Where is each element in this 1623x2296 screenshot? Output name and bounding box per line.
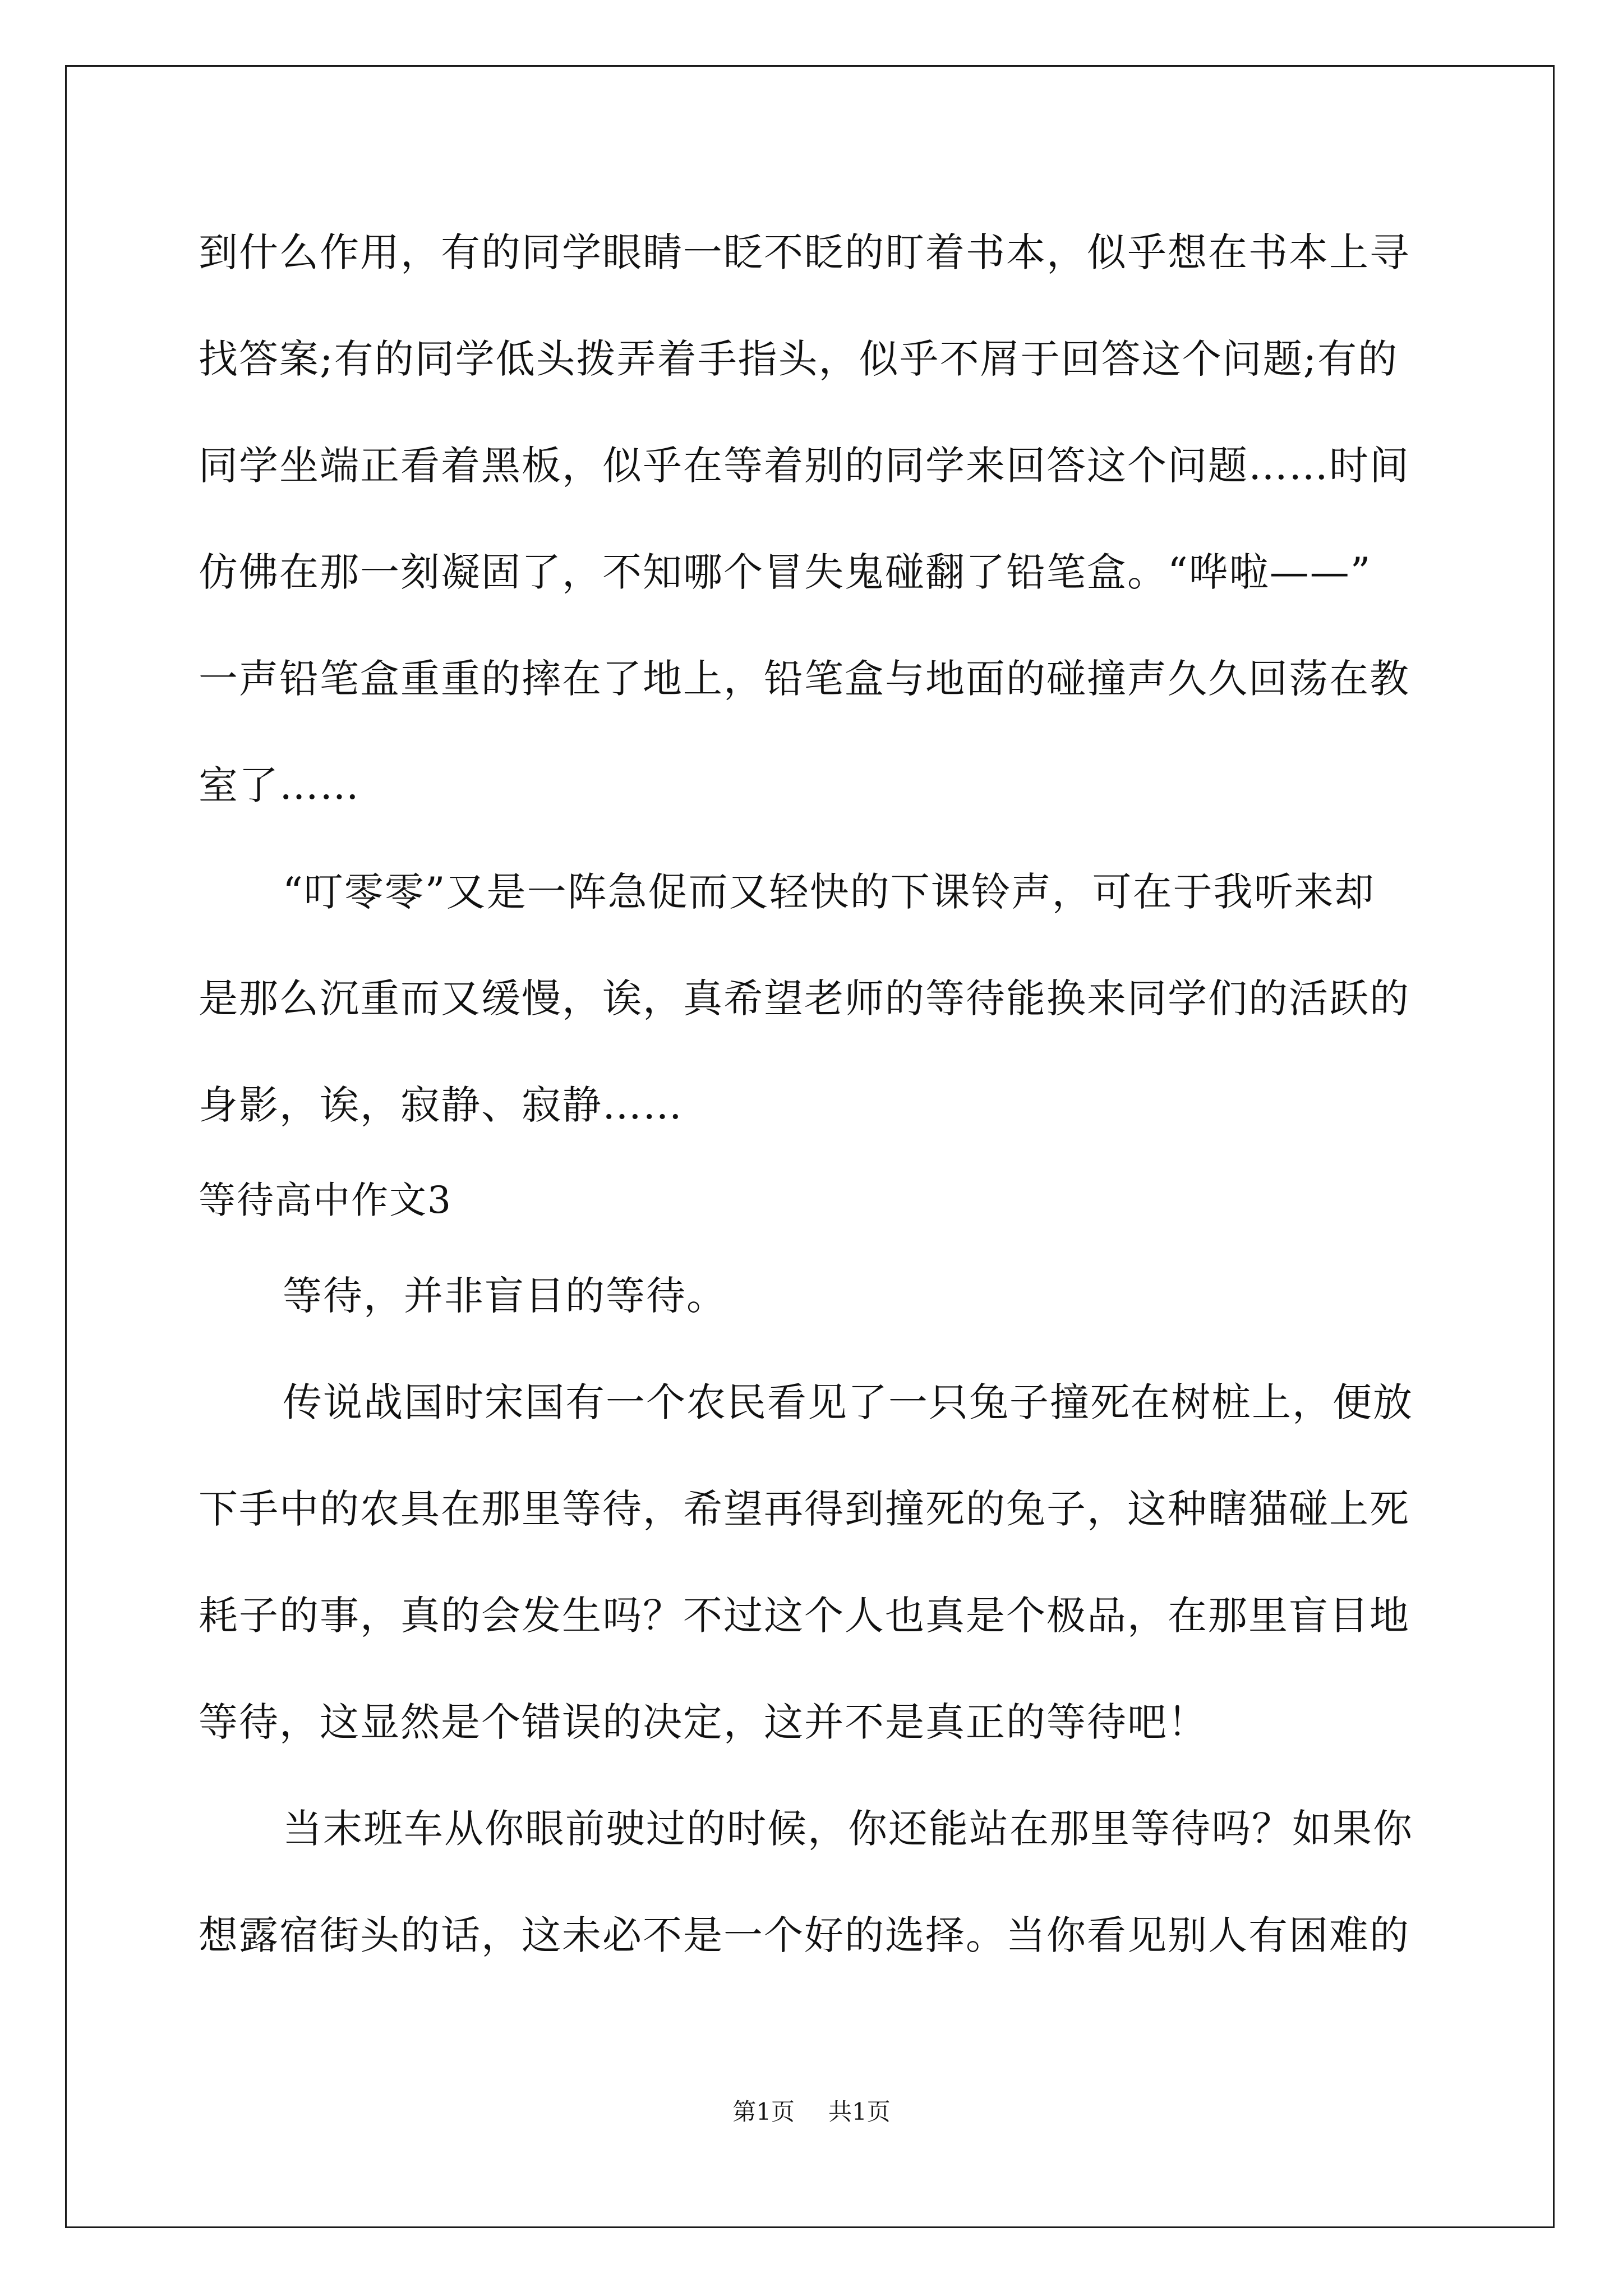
text-line: 是那么沉重而又缓慢，诶，真希望老师的等待能换来同学们的活跃的 xyxy=(199,976,1410,1022)
page-footer xyxy=(0,2095,1623,2129)
text-line: 等待，这显然是个错误的决定，这并不是真正的等待吧！ xyxy=(199,1699,1208,1745)
text-line: 等待，并非盲目的等待。 xyxy=(283,1273,727,1319)
text-line: 仿佛在那一刻凝固了，不知哪个冒失鬼碰翻了铅笔盒。“哗啦——” xyxy=(199,549,1372,595)
text-line: 下手中的农具在那里等待，希望再得到撞死的兔子，这种瞎猫碰上死 xyxy=(199,1486,1410,1532)
text-line: 找答案;有的同学低头拨弄着手指头，似乎不屑于回答这个问题;有的 xyxy=(199,336,1399,382)
text-line: 当末班车从你眼前驶过的时候，你还能站在那里等待吗？如果你 xyxy=(283,1806,1413,1852)
text-line: 耗子的事，真的会发生吗？不过这个人也真是个极品，在那里盲目地 xyxy=(199,1593,1410,1639)
text-line: 室了…… xyxy=(199,762,360,808)
text-line: 身影，诶，寂静、寂静…… xyxy=(199,1082,683,1128)
text-line: 想露宿街头的话，这未必不是一个好的选择。当你看见别人有困难的 xyxy=(199,1912,1410,1958)
text-line: 同学坐端正看着黑板，似乎在等着别的同学来回答这个问题……时间 xyxy=(199,443,1410,489)
page-total: 共1页 xyxy=(828,2098,891,2125)
text-line: 到什么作用，有的同学眼睛一眨不眨的盯着书本，似乎想在书本上寻 xyxy=(199,229,1410,275)
text-line: “叮零零”又是一阵急促而又轻快的下课铃声，可在于我听来却 xyxy=(283,869,1375,915)
page-number: 第1页 xyxy=(732,2098,795,2125)
text-line: 传说战国时宋国有一个农民看见了一只兔子撞死在树桩上，便放 xyxy=(283,1379,1413,1425)
section-heading: 等待高中作文3 xyxy=(199,1179,452,1222)
text-line: 一声铅笔盒重重的摔在了地上，铅笔盒与地面的碰撞声久久回荡在教 xyxy=(199,656,1410,702)
